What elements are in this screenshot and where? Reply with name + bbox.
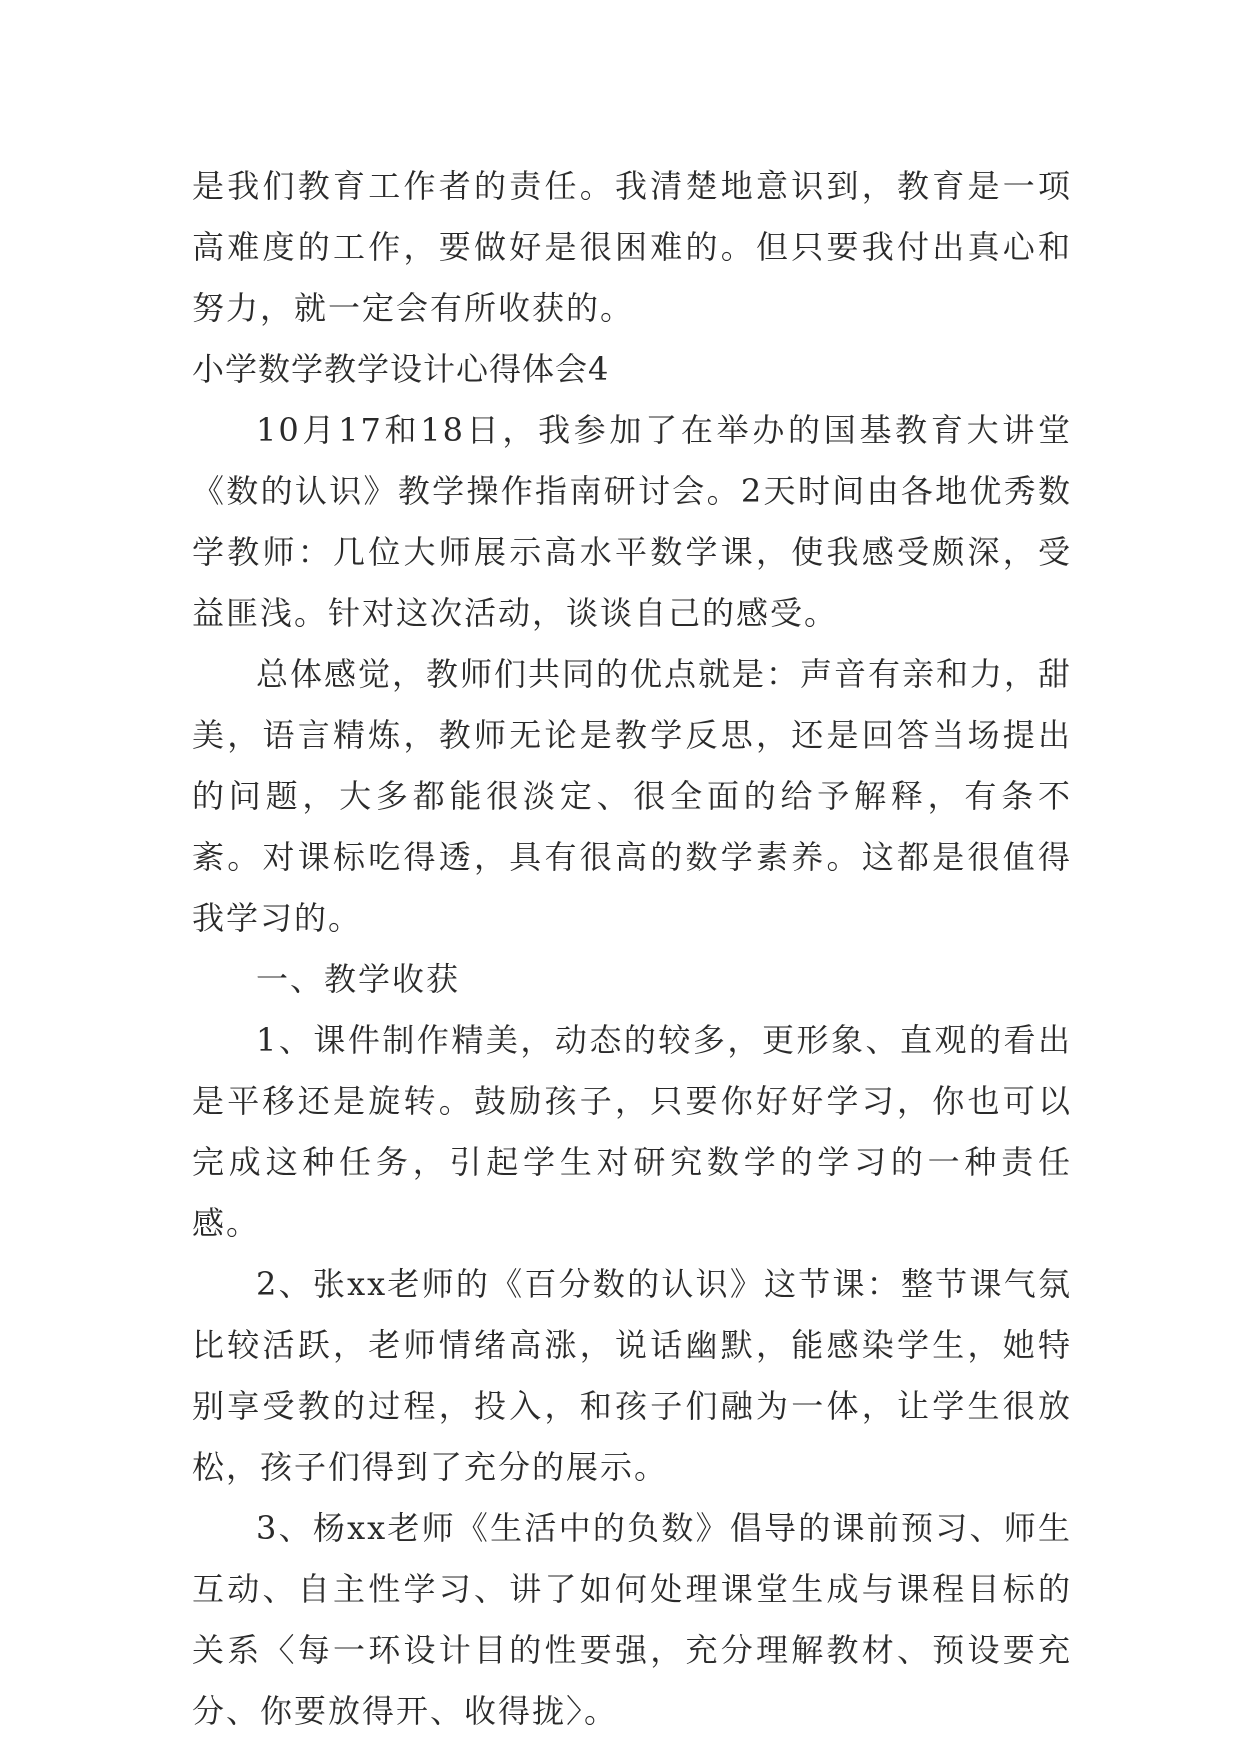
paragraph-item-1: 1、课件制作精美，动态的较多，更形象、直观的看出是平移还是旋转。鼓励孩子，只要你好好学习，你也可以完成这种任务，引起学生对研究数学的学习的一种责任感。 xyxy=(192,1021,1072,1242)
subheading-teaching-gains: 一、教学收获 xyxy=(256,960,461,998)
paragraph-overall: 总体感觉，教师们共同的优点就是：声音有亲和力，甜美，语言精炼，教师无论是教学反思，还是回答当场提出的问题，大多都能很淡定、很全面的给予解释，有条不紊。对课标吃得透，具有很高的数学素养。这都是很值得我学习的。 xyxy=(192,655,1073,937)
paragraph-continuation: 是我们教育工作者的责任。我清楚地意识到，教育是一项高难度的工作，要做好是很困难的。但只要我付出真心和努力，就一定会有所收获的。 xyxy=(192,167,1072,327)
document-body xyxy=(192,156,1072,1742)
paragraph-intro: 10月17和18日，我参加了在举办的国基教育大讲堂《数的认识》教学操作指南研讨会。2天时间由各地优秀数学教师：几位大师展示高水平数学课，使我感受颇深，受益匪浅。针对这次活动，谈谈自己的感受。 xyxy=(192,411,1072,632)
section-title: 小学数学教学设计心得体会4 xyxy=(192,350,610,388)
paragraph-item-3: 3、杨xx老师《生活中的负数》倡导的课前预习、师生互动、自主性学习、讲了如何处理课堂生成与课程目标的关系〈每一环设计目的性要强，充分理解教材、预设要充分、你要放得开、收得拢〉。 xyxy=(192,1509,1072,1730)
paragraph-item-2: 2、张xx老师的《百分数的认识》这节课：整节课气氛比较活跃，老师情绪高涨，说话幽默，能感染学生，她特别享受教的过程，投入，和孩子们融为一体，让学生很放松，孩子们得到了充分的展示。 xyxy=(192,1265,1072,1486)
